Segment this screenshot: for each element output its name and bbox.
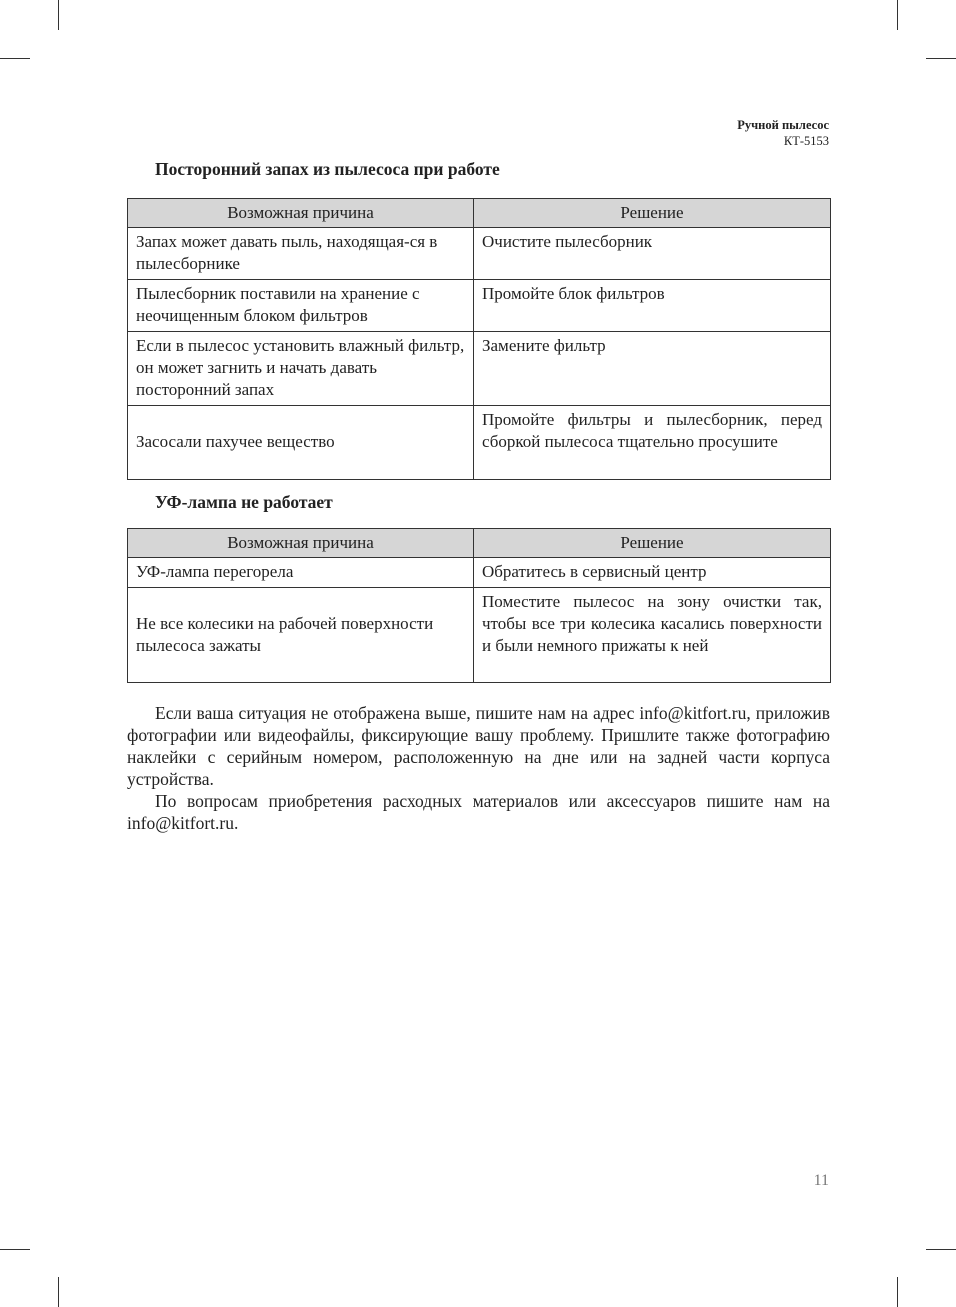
cause-cell: УФ-лампа перегорела — [128, 558, 474, 588]
cause-cell: Запах может давать пыль, находящая-ся в пылесборнике — [128, 228, 474, 280]
solution-cell: Промойте блок фильтров — [474, 280, 831, 332]
paragraph: По вопросам приобретения расходных материалов или аксессуаров пишите нам на info@kitfort.ru. — [127, 791, 830, 833]
cause-cell: Если в пылесос установить влажный фильтр, он может загнить и начать давать посторонний запах — [128, 332, 474, 406]
cause-cell: Пылесборник поставили на хранение с неочищенным блоком фильтров — [128, 280, 474, 332]
solution-cell: Поместите пылесос на зону очистки так, чтобы все три колесика касались поверхности и были немного прижаты к ней — [474, 588, 831, 683]
page-number: 11 — [813, 1172, 829, 1189]
header-model: КТ-5153 — [783, 134, 829, 148]
table-row — [128, 406, 831, 480]
cause-cell: Засосали пахучее вещество — [128, 406, 474, 480]
column-header: Возможная причина — [128, 199, 474, 228]
solution-cell: Замените фильтр — [474, 332, 831, 406]
table-row — [128, 558, 831, 588]
crop-mark — [0, 58, 30, 59]
crop-mark — [897, 0, 898, 30]
column-header: Решение — [474, 199, 831, 228]
crop-mark — [0, 1249, 30, 1250]
table-row — [128, 332, 831, 406]
paragraph: Если ваша ситуация не отображена выше, пишите нам на адрес info@kitfort.ru, приложив фотографии или видеофайлы, фиксирующие вашу проблему. Пришлите также фотографию наклейки с серийным номером, расположенную на дне или на задней части корпуса устройства. — [127, 703, 830, 789]
header-title: Ручной пылесос — [737, 118, 829, 132]
section-title: УФ-лампа не работает — [155, 492, 333, 512]
solution-cell: Обратитесь в сервисный центр — [474, 558, 831, 588]
crop-mark — [926, 58, 956, 59]
cause-cell: Не все колесики на рабочей поверхности пылесоса зажаты — [128, 588, 474, 683]
table-header-row — [128, 199, 831, 228]
column-header: Возможная причина — [128, 529, 474, 558]
crop-mark — [58, 1277, 59, 1307]
table-header-row — [128, 529, 831, 558]
table-row — [128, 228, 831, 280]
table-row — [128, 280, 831, 332]
solution-cell: Очистите пылесборник — [474, 228, 831, 280]
crop-mark — [897, 1277, 898, 1307]
solution-cell: Промойте фильтры и пылесборник, перед сборкой пылесоса тщательно просушите — [474, 406, 831, 480]
table-row — [128, 588, 831, 683]
troubleshooting-table-uv-lamp — [127, 528, 831, 683]
troubleshooting-table-odor — [127, 198, 831, 480]
section-title: Посторонний запах из пылесоса при работе — [155, 159, 500, 179]
running-header — [737, 117, 829, 149]
contact-info — [127, 702, 830, 834]
crop-mark — [926, 1249, 956, 1250]
column-header: Решение — [474, 529, 831, 558]
crop-mark — [58, 0, 59, 30]
